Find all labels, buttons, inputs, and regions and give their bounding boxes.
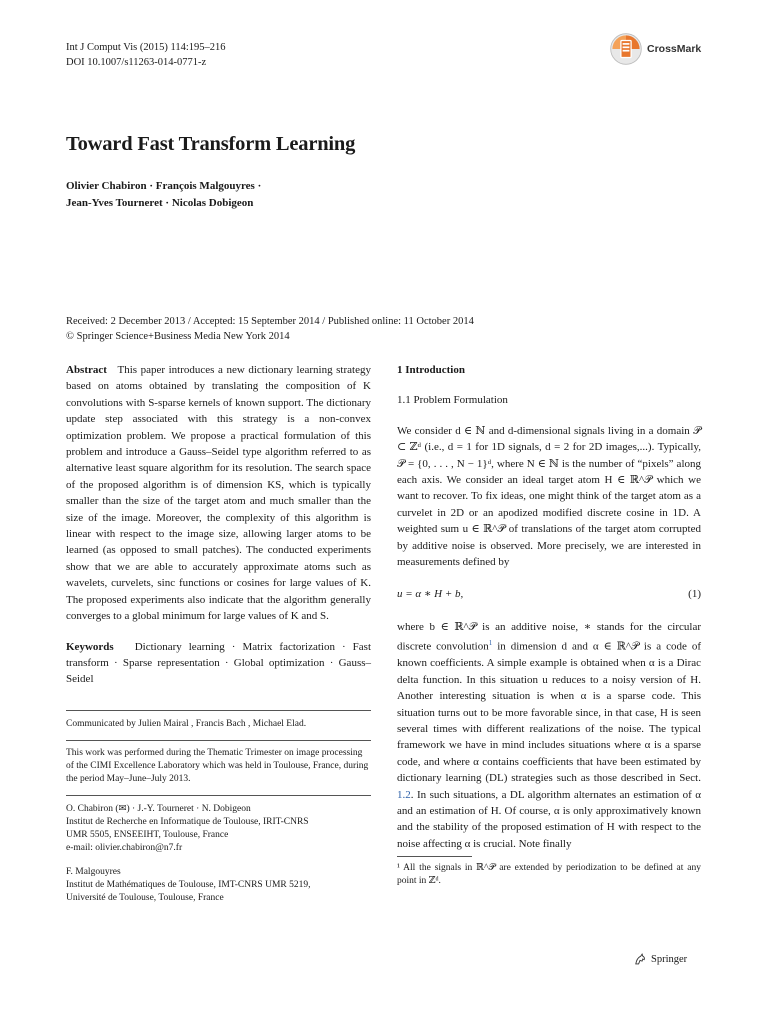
right-column xyxy=(397,362,701,888)
abstract-label: Abstract xyxy=(66,364,107,376)
para2-mid: in dimension d and α ∈ ℝ^𝒫 is a code of known coefficients. A simple example is obtained when α is a Dirac delta function. In this situation u reduces to a noisy version of H. Another interesting situation is when α is a sparse code. This situation turns out to be more favorable since, in that case, H is seen several times with different realizations of the noise. The typical framework we have in mind includes situations where α is a sparse code, and where α contains coefficients that have been estimated by dictionary learning (DL) strategies such as those described in Sect. xyxy=(397,640,701,785)
communicated-note: Communicated by Julien Mairal , Francis Bach , Michael Elad. xyxy=(66,718,307,729)
doi[interactable]: DOI 10.1007/s11263-014-0771-z xyxy=(66,57,207,68)
affiliation-1-line-1: Institut de Recherche en Informatique de Toulouse, IRIT-CNRS xyxy=(66,816,309,827)
journal-reference: Int J Comput Vis (2015) 114:195–216 xyxy=(66,42,226,53)
publisher-footer xyxy=(633,952,687,966)
affiliation-1 xyxy=(66,803,371,855)
section-reference-link[interactable]: 1.2 xyxy=(397,788,411,801)
journal-citation xyxy=(66,40,226,70)
affiliation-2 xyxy=(66,866,371,905)
crossmark-label: CrossMark xyxy=(647,43,702,55)
affiliation-2-names: F. Malgouyres xyxy=(66,866,121,877)
affiliation-2-line-2: Université de Toulouse, Toulouse, France xyxy=(66,892,224,903)
authors-line-2: Jean-Yves Tourneret · Nicolas Dobigeon xyxy=(66,197,254,209)
divider xyxy=(66,740,371,741)
crossmark-icon xyxy=(609,32,643,66)
left-column xyxy=(66,362,371,905)
footnote: ¹ All the signals in ℝ^𝒫 are extended by periodization to be defined at any point in ℤᵈ. xyxy=(397,863,701,887)
springer-horse-icon xyxy=(633,952,647,966)
intro-paragraph-2 xyxy=(397,619,701,852)
publisher-name: Springer xyxy=(651,953,688,965)
intro-paragraph-1: We consider d ∈ ℕ and d-dimensional signals living in a domain 𝒫 ⊂ ℤᵈ (i.e., d = 1 for 1D signals, d = 2 for 2D images,...). Typically, 𝒫 = {0, . . . , N − 1}ᵈ, where N ∈ ℕ is the number of “pixels” along each axis. We consider an ideal target atom H ∈ ℝ^𝒫 which we want to recover. To fix ideas, one might think of the target atom as a curvelet in 2D or an apodized modified discrete cosine in 1D. A weighted sum u ∈ ℝ^𝒫 of translations of the target atom corrupted by additive noise is observed. More precisely, we are interested in measurements defined by xyxy=(397,424,701,569)
keywords-text: Dictionary learning · Matrix factorization · Fast transform · Sparse representation · Global optimization · Gauss–Seidel xyxy=(66,640,372,686)
divider xyxy=(66,710,371,711)
keywords-label: Keywords xyxy=(66,640,114,653)
footnote-divider xyxy=(397,856,472,857)
equation-body: u = α ∗ H + b, xyxy=(397,588,464,601)
para2-end: . In such situations, a DL algorithm alternates an estimation of α and an estimation of H. Of course, α is only approximatively known and the stability of the proposed estimation of H with respect to the noise affecting α is crucial. Note finally xyxy=(397,788,701,850)
abstract xyxy=(66,362,371,625)
crossmark-badge[interactable] xyxy=(609,32,701,66)
contact-email[interactable]: e-mail: olivier.chabiron@n7.fr xyxy=(66,842,183,853)
author-list xyxy=(66,178,261,212)
publication-dates xyxy=(66,314,474,344)
para2-start: where b ∈ ℝ^𝒫 is an additive noise, ∗ stands for the circular discrete convolution xyxy=(397,620,701,653)
abstract-text: This paper introduces a new dictionary learning strategy based on atoms obtained by translating the composition of K convolutions with S-sparse kernels of known support. The dictionary update step associated with this strategy is a non-convex optimization problem. We propose a practical formulation of this problem and introduce a Gauss–Seidel type algorithm referred to as alternative least square algorithm for its resolution. The search space of the proposed algorithm is of dimension KS, which is typically smaller than the size of the target atom and much smaller than the size of the image. Moreover, the complexity of this algorithm is linear with respect to the image size, allowing larger atoms to be learned (as opposed to small patches). The conducted experiments show that we are able to accurately approximate atoms such as wavelets, curvelets, sinc functions or cosines for large values of K. The proposed experiments also indicate that the algorithm generally converges to a global minimum for large values of K and S. xyxy=(66,364,371,623)
divider xyxy=(66,795,371,796)
affiliation-1-line-2: UMR 5505, ENSEEIHT, Toulouse, France xyxy=(66,829,229,840)
subsection-heading: 1.1 Problem Formulation xyxy=(397,394,508,407)
dates-line: Received: 2 December 2013 / Accepted: 15 September 2014 / Published online: 11 October 2014 xyxy=(66,316,474,327)
equation-number: (1) xyxy=(688,588,701,601)
paper-title: Toward Fast Transform Learning xyxy=(66,133,356,155)
keywords xyxy=(66,639,371,688)
authors-line-1: Olivier Chabiron · François Malgouyres · xyxy=(66,180,262,192)
thematic-note: This work was performed during the Thematic Trimester on image processing of the CIMI Excellence Laboratory which was held in Toulouse, France, during the period May–June–July 2013. xyxy=(66,747,369,784)
affiliation-2-line-1: Institut de Mathématiques de Toulouse, IMT-CNRS UMR 5219, xyxy=(66,879,311,890)
equation-1 xyxy=(397,586,701,602)
footnote-marker[interactable]: 1 xyxy=(488,639,493,648)
affiliation-1-names: O. Chabiron (✉) · J.-Y. Tourneret · N. Dobigeon xyxy=(66,803,251,814)
copyright-line: © Springer Science+Business Media New York 2014 xyxy=(66,331,290,342)
section-heading: 1 Introduction xyxy=(397,364,465,376)
